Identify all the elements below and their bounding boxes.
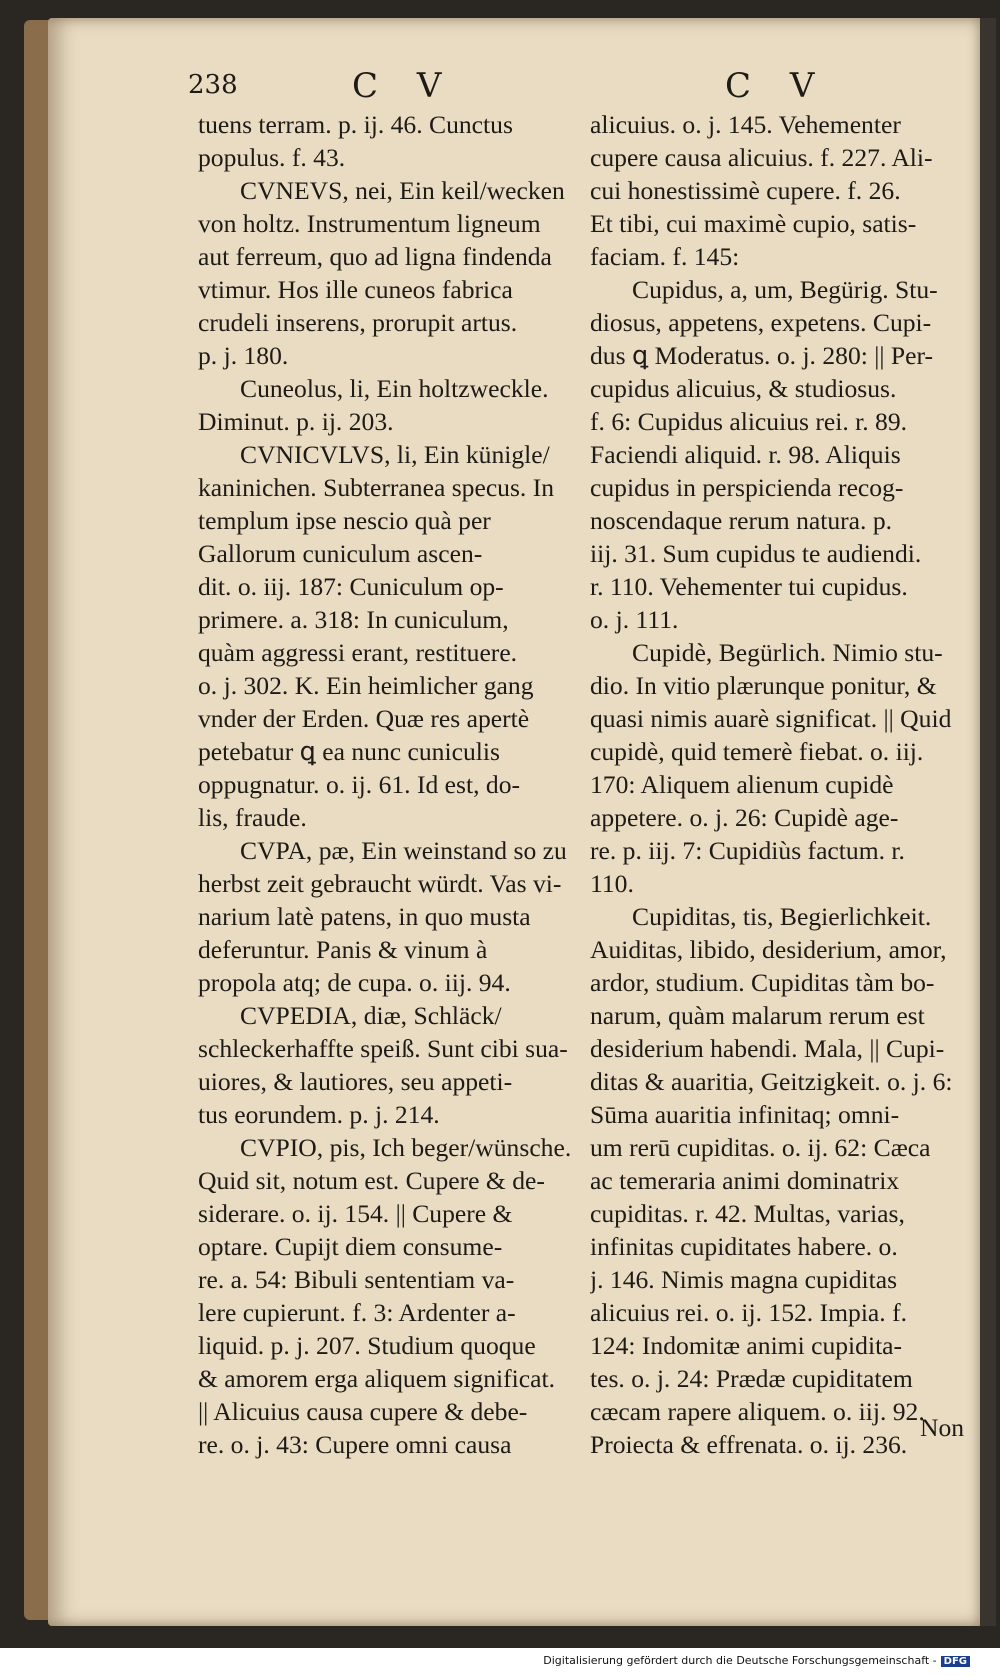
- text-line: narum, quàm malarum rerum est: [590, 1001, 925, 1030]
- footer-credit: [543, 1654, 970, 1667]
- page-number: 238: [188, 70, 238, 100]
- running-header: [0, 66, 1000, 110]
- entry-headword-line: CVPIO, pis, Ich beger/wünsche.: [240, 1133, 572, 1162]
- text-line: crudeli inserens, prorupit artus.: [198, 308, 518, 337]
- catchword: Non: [920, 1413, 965, 1442]
- entry-headword-line: Cupidus, a, um, Begürig. Stu-: [632, 275, 938, 304]
- text-line: p. j. 180.: [198, 341, 289, 370]
- text-line: deferuntur. Panis & vinum à: [198, 935, 488, 964]
- text-line: narium latè patens, in quo musta: [198, 902, 531, 931]
- entry-headword-line: CVNICVLVS, li, Ein künigle/: [240, 440, 550, 469]
- text-line: o. j. 302. K. Ein heimlicher gang: [198, 671, 534, 700]
- text-line: kaninichen. Subterranea specus. In: [198, 473, 555, 502]
- text-line: cæcam rapere aliquem. o. iij. 92.: [590, 1397, 925, 1426]
- entry-headword-line: CVPEDIA, diæ, Schläck/: [240, 1001, 502, 1030]
- digitization-footer: [0, 1648, 1000, 1676]
- text-line: & amorem erga aliquem significat.: [198, 1364, 556, 1393]
- text-line: re. p. iij. 7: Cupidiùs factum. r.: [590, 836, 905, 865]
- entry-headword-line: CVNEVS, nei, Ein keil/wecken: [240, 176, 565, 205]
- text-line: j. 146. Nimis magna cupiditas: [590, 1265, 898, 1294]
- text-line: alicuius. o. j. 145. Vehementer: [590, 110, 901, 139]
- text-line: 110.: [590, 869, 634, 898]
- text-line: vnder der Erden. Quæ res apertè: [198, 704, 530, 733]
- text-line: Gallorum cuniculum ascen-: [198, 539, 483, 568]
- text-line: infinitas cupiditates habere. o.: [590, 1232, 898, 1261]
- text-line: uiores, & lautiores, seu appeti-: [198, 1067, 513, 1096]
- text-line: ditas & auaritia, Geitzigkeit. o. j. 6:: [590, 1067, 953, 1096]
- text-line: vtimur. Hos ille cuneos fabrica: [198, 275, 513, 304]
- text-line: tes. o. j. 24: Prædæ cupiditatem: [590, 1364, 913, 1393]
- text-line: ardor, studium. Cupiditas tàm bo-: [590, 968, 935, 997]
- text-line: cui honestissimè cupere. f. 26.: [590, 176, 901, 205]
- text-line: desiderium habendi. Mala, || Cupi-: [590, 1034, 945, 1063]
- text-line: templum ipse nescio quà per: [198, 506, 491, 535]
- entry-headword-line: Cupiditas, tis, Begierlichkeit.: [632, 902, 932, 931]
- left-text-column: [198, 108, 582, 1461]
- text-line: 124: Indomitæ animi cupidita-: [590, 1331, 903, 1360]
- text-line: cupidus alicuius, & studiosus.: [590, 374, 897, 403]
- text-line: Sūma auaritia infinitaq; omni-: [590, 1100, 900, 1129]
- entry-headword-line: Cuneolus, li, Ein holtzweckle.: [240, 374, 549, 403]
- text-line: primere. a. 318: In cuniculum,: [198, 605, 509, 634]
- text-line: oppugnatur. o. ij. 61. Id est, do-: [198, 770, 521, 799]
- text-line: tuens terram. p. ij. 46. Cunctus: [198, 110, 513, 139]
- text-line: Proiecta & effrenata. o. ij. 236.: [590, 1430, 908, 1459]
- text-line: lere cupierunt. f. 3: Ardenter a-: [198, 1298, 516, 1327]
- text-line: Faciendi aliquid. r. 98. Aliquis: [590, 440, 901, 469]
- text-line: iij. 31. Sum cupidus te audiendi.: [590, 539, 922, 568]
- text-line: herbst zeit gebraucht würdt. Vas vi-: [198, 869, 562, 898]
- text-line: Et tibi, cui maximè cupio, satis-: [590, 209, 917, 238]
- text-line: petebatur ꝗ ea nunc cuniculis: [198, 737, 500, 766]
- text-line: aut ferreum, quo ad ligna findenda: [198, 242, 552, 271]
- text-line: tus eorundem. p. j. 214.: [198, 1100, 440, 1129]
- text-line: optare. Cupijt diem consume-: [198, 1232, 503, 1261]
- text-line: dio. In vitio plærunque ponitur, &: [590, 671, 937, 700]
- text-line: quasi nimis auarè significat. || Quid: [590, 704, 952, 733]
- text-line: cupidè, quid temerè fiebat. o. iij.: [590, 737, 924, 766]
- text-line: r. 110. Vehementer tui cupidus.: [590, 572, 908, 601]
- text-line: Quid sit, notum est. Cupere & de-: [198, 1166, 545, 1195]
- text-line: f. 6: Cupidus alicuius rei. r. 89.: [590, 407, 908, 436]
- text-line: re. a. 54: Bibuli sententiam va-: [198, 1265, 515, 1294]
- text-line: || Alicuius causa cupere & debe-: [198, 1397, 528, 1426]
- text-line: cupidus in perspicienda recog-: [590, 473, 904, 502]
- entry-headword-line: CVPA, pæ, Ein weinstand so zu: [240, 836, 567, 865]
- text-line: appetere. o. j. 26: Cupidè age-: [590, 803, 899, 832]
- text-line: propola atq; de cupa. o. iij. 94.: [198, 968, 511, 997]
- text-line: re. o. j. 43: Cupere omni causa: [198, 1430, 512, 1459]
- dfg-logo: DFG: [941, 1656, 970, 1667]
- text-line: populus. f. 43.: [198, 143, 346, 172]
- right-running-head: C V: [725, 66, 829, 106]
- text-line: lis, fraude.: [198, 803, 307, 832]
- right-text-column: [590, 108, 994, 1461]
- text-line: liquid. p. j. 207. Studium quoque: [198, 1331, 536, 1360]
- text-line: diosus, appetens, expetens. Cupi-: [590, 308, 932, 337]
- text-line: Diminut. p. ij. 203.: [198, 407, 394, 436]
- text-line: faciam. f. 145:: [590, 242, 740, 271]
- footer-credit-text: Digitalisierung gefördert durch die Deutsche Forschungsgemeinschaft -: [543, 1654, 937, 1667]
- text-line: noscendaque rerum natura. p.: [590, 506, 893, 535]
- text-line: quàm aggressi erant, restituere.: [198, 638, 518, 667]
- text-line: cupiditas. r. 42. Multas, varias,: [590, 1199, 905, 1228]
- text-line: siderare. o. ij. 154. || Cupere &: [198, 1199, 513, 1228]
- entry-headword-line: Cupidè, Begürlich. Nimio stu-: [632, 638, 943, 667]
- text-line: um rerū cupiditas. o. ij. 62: Cæca: [590, 1133, 931, 1162]
- text-line: von holtz. Instrumentum ligneum: [198, 209, 541, 238]
- text-line: Auiditas, libido, desiderium, amor,: [590, 935, 947, 964]
- text-line: ac temeraria animi dominatrix: [590, 1166, 900, 1195]
- text-line: 170: Aliquem alienum cupidè: [590, 770, 894, 799]
- text-line: cupere causa alicuius. f. 227. Ali-: [590, 143, 933, 172]
- text-line: dit. o. iij. 187: Cuniculum op-: [198, 572, 504, 601]
- text-line: alicuius rei. o. ij. 152. Impia. f.: [590, 1298, 908, 1327]
- text-line: o. j. 111.: [590, 605, 679, 634]
- text-line: schleckerhaffte speiß. Sunt cibi sua-: [198, 1034, 568, 1063]
- text-line: dus ꝗ Moderatus. o. j. 280: || Per-: [590, 341, 934, 370]
- left-running-head: C V: [352, 66, 456, 106]
